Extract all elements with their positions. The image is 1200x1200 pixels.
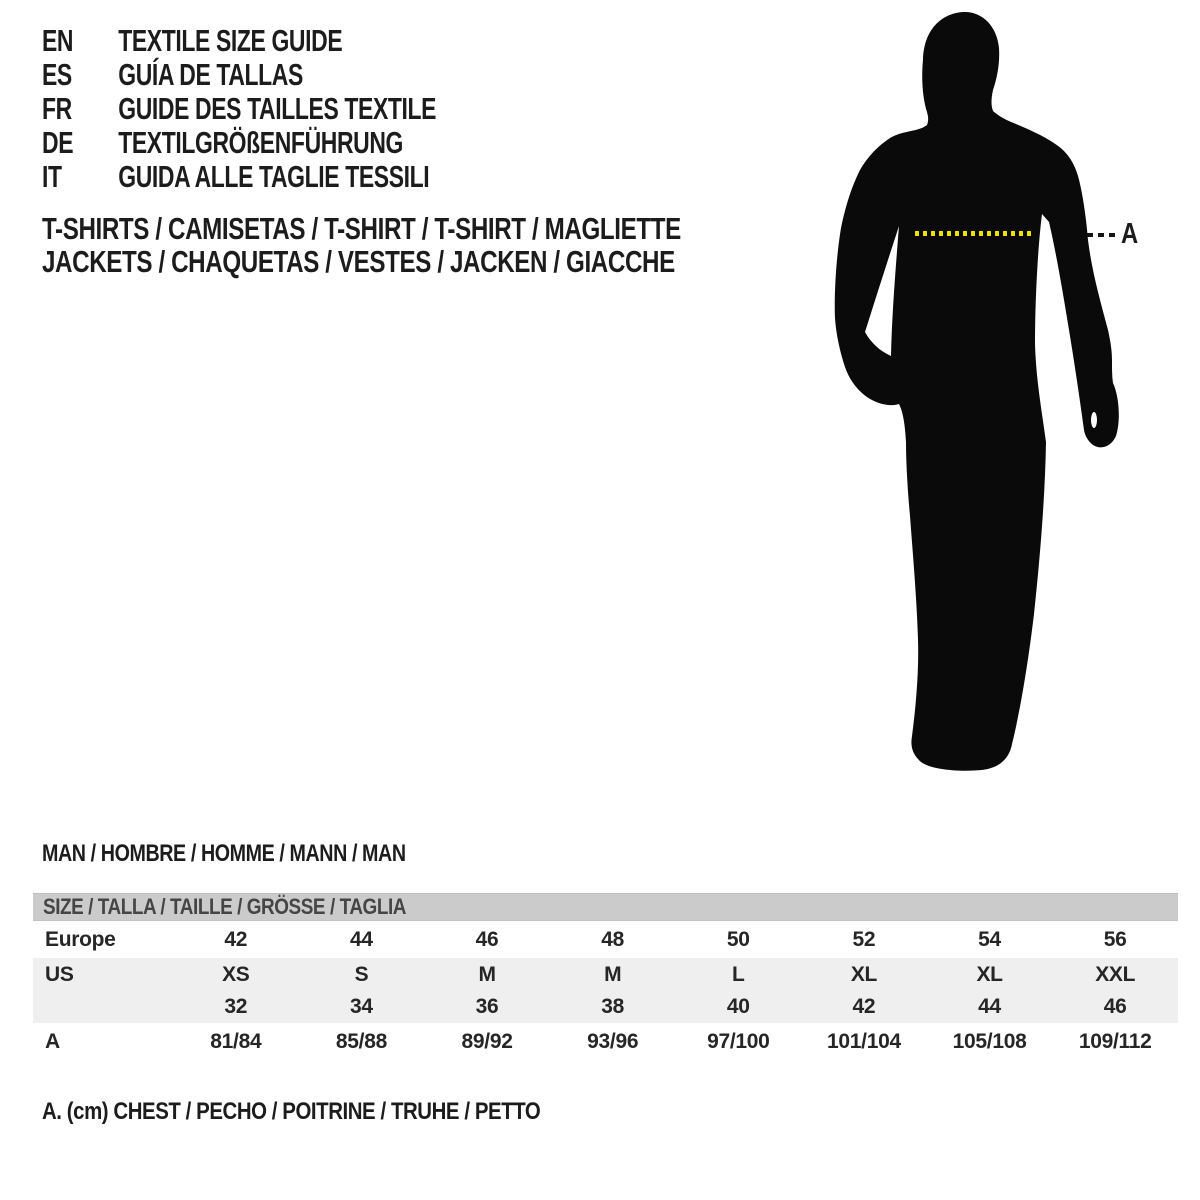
- cell: 46: [475, 927, 499, 951]
- cell: 97/100: [707, 1030, 770, 1053]
- measure-label-a: A: [1121, 218, 1139, 250]
- row-label: A: [45, 1030, 60, 1053]
- table-row-us: [33, 958, 1178, 991]
- cell: 44: [350, 927, 373, 951]
- table-shaded-band: [33, 958, 1178, 1023]
- table-row-chest: [33, 1023, 1178, 1061]
- cell: L: [732, 962, 745, 986]
- language-row: [42, 58, 436, 92]
- cell: M: [604, 962, 622, 986]
- language-title-block: [42, 24, 575, 194]
- cell: 56: [1103, 927, 1127, 951]
- cell: 85/88: [335, 1030, 387, 1053]
- language-title: TEXTILE SIZE GUIDE: [118, 23, 343, 58]
- cell: 44: [978, 995, 1001, 1018]
- language-row: [42, 160, 436, 194]
- chest-measure-dotted-line: [915, 231, 1032, 236]
- language-row: [42, 24, 436, 58]
- cell: 50: [726, 927, 750, 951]
- cell: XS: [222, 962, 250, 986]
- language-code: EN: [42, 23, 74, 58]
- table-row-europe: [33, 921, 1178, 958]
- cell: 109/112: [1078, 1030, 1152, 1053]
- man-silhouette: [820, 0, 1200, 800]
- size-table-header-label: SIZE / TALLA / TAILLE / GRÖSSE / TAGLIA: [43, 894, 407, 919]
- cell: 93/96: [587, 1030, 639, 1053]
- cell: 101/104: [827, 1030, 901, 1053]
- cell: 48: [601, 927, 625, 951]
- language-code: ES: [42, 57, 72, 92]
- row-label: US: [45, 962, 74, 986]
- cell: XL: [976, 962, 1003, 986]
- cell: 81/84: [210, 1030, 262, 1053]
- cell: 54: [978, 927, 1001, 951]
- cell: 89/92: [461, 1030, 513, 1053]
- cell: XL: [850, 962, 878, 986]
- cell: 36: [475, 995, 499, 1018]
- language-row: [42, 92, 436, 126]
- language-title: TEXTILGRÖßENFÜHRUNG: [118, 125, 404, 160]
- cell: 32: [224, 995, 248, 1018]
- category-block: [42, 212, 861, 278]
- size-table: [33, 893, 1178, 1061]
- cell: 105/108: [952, 1030, 1027, 1053]
- language-row: [42, 126, 436, 160]
- size-table-header: [33, 893, 1178, 921]
- language-code: IT: [42, 159, 62, 194]
- table-row-numeric: [33, 991, 1178, 1023]
- footer-measure-legend: A. (cm) CHEST / PECHO / POITRINE / TRUHE / PETTO: [42, 1098, 541, 1125]
- cell: S: [354, 962, 369, 986]
- section-title-man: MAN / HOMBRE / HOMME / MANN / MAN: [42, 840, 406, 867]
- cell: 40: [726, 995, 750, 1018]
- language-title: GUIDE DES TAILLES TEXTILE: [118, 91, 437, 126]
- category-line-tshirts: T-SHIRTS / CAMISETAS / T-SHIRT / T-SHIRT / MAGLIETTE: [42, 211, 681, 246]
- cell: 38: [601, 995, 625, 1018]
- measure-connector-dashes: [1087, 233, 1116, 237]
- cell: XXL: [1095, 962, 1136, 986]
- language-title: GUÍA DE TALLAS: [118, 57, 303, 92]
- language-title: GUIDA ALLE TAGLIE TESSILI: [118, 159, 430, 194]
- row-label: Europe: [45, 927, 116, 951]
- cell: M: [478, 962, 496, 986]
- cell: 42: [224, 927, 248, 951]
- cell: 34: [350, 995, 373, 1018]
- language-code: FR: [42, 91, 72, 126]
- language-code: DE: [42, 125, 74, 160]
- cell: 46: [1103, 995, 1127, 1018]
- cell: 42: [852, 995, 876, 1018]
- cell: 52: [852, 927, 876, 951]
- category-line-jackets: JACKETS / CHAQUETAS / VESTES / JACKEN / GIACCHE: [42, 244, 675, 279]
